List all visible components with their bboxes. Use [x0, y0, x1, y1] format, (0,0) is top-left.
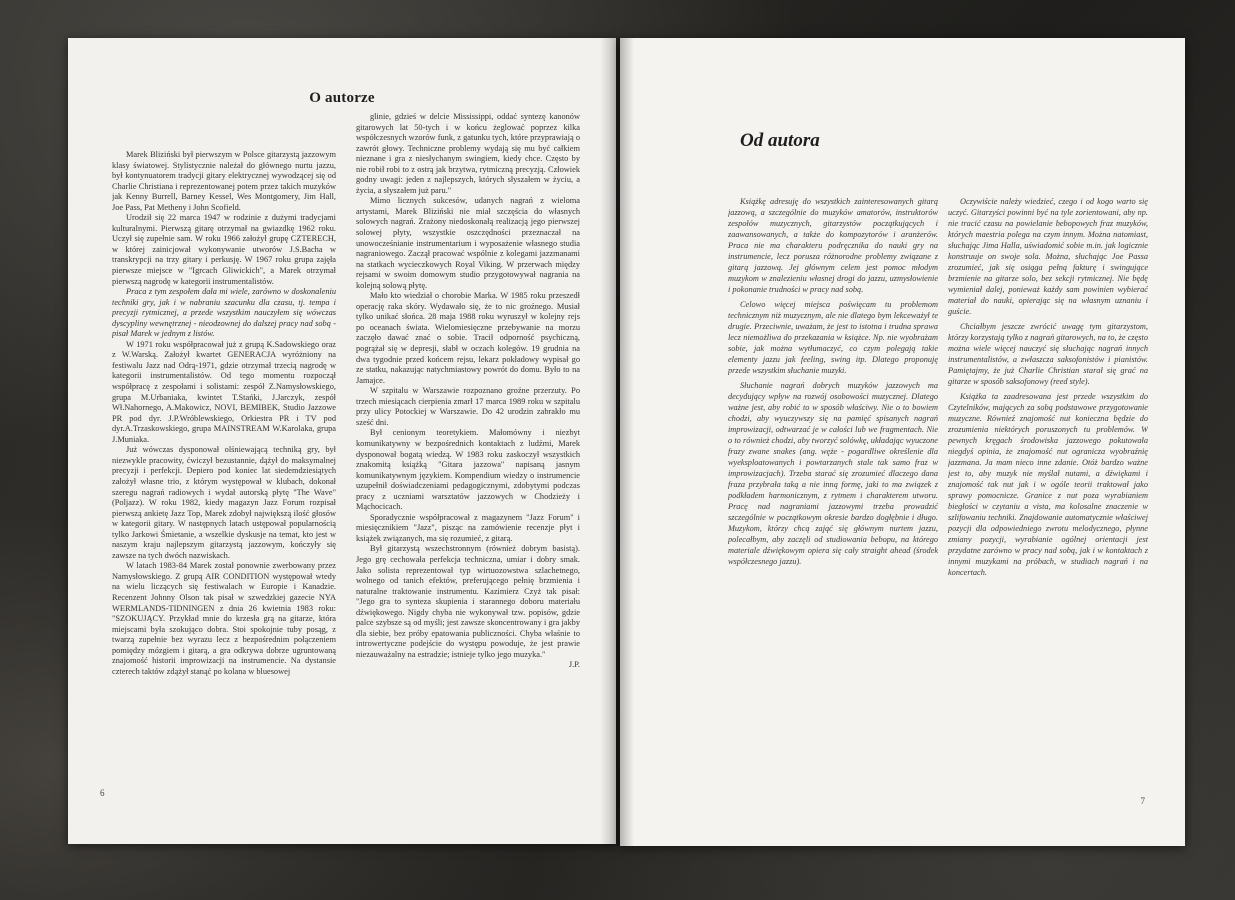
left-page — [68, 38, 616, 844]
paragraph: Chciałbym jeszcze zwrócić uwagę tym gitarzystom, którzy korzystają tylko z nagrań gitarowych, na to, że często można wiele więcej nauczyć się słuchając nagrań innych instrumentalistów, a zwłaszcza saksofonistów i pianistów. Pamiętajmy, że już Charlie Christian starał się grać na gitarze w sposób saksofonowy (reed style). — [948, 322, 1148, 386]
paragraph: W szpitalu w Warszawie rozpoznano groźne przerzuty. Po trzech miesiącach cierpienia zmarł 17 marca 1989 roku w szpitalu przy ulicy Potockiej w Warszawie. Do 42 urodzin zabrakło mu sześć dni. — [356, 386, 580, 427]
page-title-left: O autorze — [309, 90, 375, 106]
paragraph: W 1971 roku współpracował już z grupą K.Sadowskiego oraz z W.Warską. Założył kwartet GENERACJA wyróżniony na festiwalu Jazz nad Odrą-1971, gdzie otrzymał trzecią nagrodę w kategorii instrumentalistów. Od tego momentu rozpoczął współpracę z zespołami i solistami: zespół Z.Namysłowskiego, grupa M.Urbaniaka, kwintet T.Stańki, J.Jarczyk, zespół Wł.Nahornego, A.Makowicz, NOVI, BEMIBEK, Studio Jazzowe PR pod dyr. J.P.Wróblewskiego, Orkiestra PR i TV pod dyr.A.Trzaskowskiego, grupa MAINSTREAM W.Karolaka, grupa J.Muniaka. — [112, 339, 336, 444]
paragraph: Słuchanie nagrań dobrych muzyków jazzowych ma decydujący wpływ na rozwój osobowości muzycznej. Dlatego ważne jest, aby robić to w sposób właściwy. Nie o to bowiem chodzi, aby wyuczywszy się na pamięć spisanych nagrań improwizacji, odtwarzać je w całości lub we fragmentach. Nie o to również chodzi, aby tworzyć solówkę, układając wyuczone frazy zwane snakes (ang. węże - pogardliwe określenie dla wyeksploatowanych i powtarzanych stale tak samo fraz w improwizacjach). Trzeba starać się zrozumieć dlaczego dana fraza przybrała taką a nie inną formę, jaki to ma związek z podkładem harmonicznym, z rytmem i charakterem utworu. Pracę nad nagraniami jazzowymi trzeba prowadzić szczególnie w początkowym okresie bardzo dogłębnie i długo. Muzykom, którzy chcą zająć się głównym nurtem jazzu, polecałbym, aby zaczęli od studiowania bebopu, na którego materiale dźwiękowym opiera się cały straight ahead (środek współczesnego jazzu). — [728, 381, 938, 566]
paragraph: Sporadycznie współpracował z magazynem "Jazz Forum" i miesięcznikiem "Jazz", pisząc na zamówienie recenzje płyt i książek związanych, ma się rozumieć, z gitarą. — [356, 512, 580, 543]
paragraph: Mimo licznych sukcesów, udanych nagrań z wieloma artystami, Marek Bliziński nie miał szczęścia do własnych solowych nagrań. Zrażony niedoskonałą realizacją jego pierwszej solowej płyty, wszystkie oszczędności przeznaczał na unowocześnianie instrumentarium i wyposażenie własnego studia nagraniowego. Zaczął pracować wspólnie z kolegami jazzmanami na statkach wycieczkowych Royal Viking. W przerwach między rejsami w swoim domowym studio przygotowywał nagrania na kolejną solową płytę. — [356, 196, 580, 290]
right-column-2 — [948, 196, 1148, 696]
paragraph: Oczywiście należy wiedzieć, czego i od kogo warto się uczyć. Gitarzyści powinni być na tyle zorientowani, aby np. nie tracić czasu na powielanie bebopowych fraz muzyków, których maestria polega na czym innym. Można natomiast, słuchając Jima Halla, uświadomić sobie m.in. jak logicznie konstruuje on swoje sola. Można, słuchając Joe Passa zrozumieć, jak się osiąga pełną fakturę i swingujące brzmienie na gitarze solo, bez sekcji rytmicznej. Nie będę wymieniał dalej, ponieważ każdy sam powinien wybierać materiał do nauki, opierając się na własnym uznaniu i guście. — [948, 197, 1148, 316]
paragraph: Już wówczas dysponował olśniewającą techniką gry, był niezwykle pracowity, ćwiczył bezustannie, dążył do maksymalnej precyzji i perfekcji. Depiero pod koniec lat siedemdziesiątych założył własne trio, z którym występował w klubach, dokonał szeregu nagrań radiowych i wydał autorską płytę "The Wave" (Poljazz). W roku 1982, kiedy magazyn Jazz Forum rozpisał pierwszą ankietę Jazz Top, Marek zdobył największą ilość głosów w kategorii gitary. W następnych latach ustępował popularnością tylko Jarkowi Śmietanie, a wszelkie dyskusje na temat, kto jest w naszym kraju najlepszym gitarzystą jazzowym, kończyły się zawsze na tych dwóch nazwiskach. — [112, 445, 336, 560]
page-number-right: 7 — [1140, 796, 1145, 806]
paragraph: Celowo więcej miejsca poświęcam tu problemom technicznym niż muzycznym, ale nie dlatego bym lekceważył te drugie. Przeciwnie, uważam, że jest to istotna i trudna sprawa lecz niemożliwa do przekazania w książce. Np. nie wyobrażam sobie, jak można wytłumaczyć, co czym polegają takie elementy jazzu jak feeling, swing itp. Dlatego proponuję przede wszystkim słuchanie muzyki. — [728, 300, 938, 375]
signature: J.P. — [568, 660, 580, 670]
right-page — [620, 38, 1185, 846]
paragraph: glinie, gdzieś w delcie Mississippi, oddać syntezę kanonów gitarowych lat 50-tych i w końcu żeglować poprzez kilka współczesnych wzorów funk, z gatunku tych, które przyprawiają o zawrót głowy. Techniczne problemy wydają się mu być całkiem nieznane i gra z niesłychanym swingiem, kiedy chce. Często by nie robił robi to z ostrą jak brzytwa, rytmiczną precyzją. Człowiek godny uwagi: jeden z najlepszych, których słyszałem w życiu, a życia, a słyszałem już paru." — [356, 112, 580, 195]
left-column-1 — [112, 150, 336, 790]
paragraph: Był gitarzystą wszechstronnym (również dobrym basistą). Jego grę cechowała perfekcja techniczna, umiar i dobry smak. Jako solista reprezentował typ wirtuozowstwa szlachetnego, wolnego od tanich efektów, preferującego pełnię brzmienia i naturalne traktowanie instrumentu. Kazimierz Czyż tak pisał: "Jego gra to synteza skupienia i starannego doboru materiału dźwiękowego. Nigdy chyba nie wykonywał tzw. popisów, gdzie palce szybsze są od myśli; jest zawsze skoncentrowany i gra jakby dla siebie, bez próby epatowania publiczności. Chyba właśnie to introwertyczne podejście do występu powoduje, że jest prawie niezauważalny na estradzie; istnieje tylko jego muzyka." — [356, 544, 580, 659]
paragraph: Książka ta zaadresowana jest przede wszystkim do Czytelników, mających za sobą podstawowe przygotowanie muzyczne. Równieź znajomość nut konieczna będzie do zrozumienia niektórych poruszonych tu problemów. W pewnych kręgach środowiska jazzowego pokutowała niegdyś opinia, że znajomość nut ogranicza wyobraźnię jazzmana. Ja mam nieco inne zdanie. Otóż bardzo ważne jest to, aby muzyk nie myślał nutami, a dźwiękami i znajomość tak nut jak i w ogóle teorii traktował jako sprawy pomocnicze. Granice z nut poza wyrabianiem biegłości w czytaniu a vista, ma kolosalne znaczenie w szlifowaniu techniki. Znajdowanie automatycznie właściwej pozycji dla odpowiedniego zwrotu melodycznego, płynne zmiany pozycji, wyrabianie ogólnej orientacji jest przydatne zarówno w pracy nad sobą, jak i w kontaktach z innymi muzykami na próbach, w studiach nagrań i na koncertach. — [948, 392, 1148, 577]
paragraph: Był cenionym teoretykiem. Małomówny i niezbyt komunikatywny w bezpośrednich kontaktach z ludźmi, Marek dysponował bogatą wiedzą. W 1983 roku zaskoczył wszystkich znakomitą książką "Gitara jazzowa" napisaną jasnym komunikatywnym językiem. Kompendium wiedzy o instrumencie uzupełnił doświadczeniami pedagogicznymi, zdobytymi podczas pracy z uczniami warsztatów jazzowych w Chodzieży i Mąchocicach. — [356, 428, 580, 512]
paragraph-quote: Praca z tym zespołem dała mi wiele, zarówno w doskonaleniu techniki gry, jak i w nabraniu szacunku dla czasu, tj. tempa i precyzji rytmicznej, a przede wszystkim nauczyłem się wówczas dyscypliny wewnętrznej - nieodzownej do dalszej pracy nad sobą - pisał Marek w jednym z listów. — [112, 287, 336, 339]
page-title-right: Od autora — [740, 130, 820, 151]
left-column-2 — [356, 112, 580, 792]
paragraph: Mało kto wiedział o chorobie Marka. W 1985 roku przeszedł operację raka skóry. Wydawało się, że to nic groźnego. Musiał tylko unikać słońca. 28 maja 1988 roku wyruszył w kolejny rejs po oceanach świata. Wielomiesięczne przebywanie na morzu zaczęło dawać znać o sobie. Tracił odporność psychiczną, pogrążał się w depresji, słabł w oczach kolegów. 19 grudnia na dwa tygodnie przed końcem rejsu, lekarz pokładowy wypisał go ze statku, nakazując natychmiastowy powrót do domu. Było to na Jamajce. — [356, 291, 580, 385]
paragraph: W latach 1983-84 Marek został ponownie zwerbowany przez Namysłowskiego. Z grupą AIR CONDITION występował wtedy na wielu liczących się festiwalach w Europie i Kanadzie. Recenzent Johnny Olson tak pisał w szwedzkiej gazecie NYA WERMLANDS-TIDNINGEN z dnia 26 kwietnia 1983 roku: "SZOKUJĄCY. Przykład mnie do krzesła grą na gitarze, która miejscami była szokująco dobra. Stoi spokojnie tuby posąg, z twarzą zupełnie bez wyrazu lecz z bezpośrednim połączeniem pomiędzy mózgiem i gitarą, a gra odkrywa dobrze ugruntowaną znajomość historii improwizacji na instrumencie. Na dystansie czterech taktów zdążył stanąć po kolana w bluesowej — [112, 561, 336, 676]
right-column-1 — [728, 196, 938, 696]
show-through-text — [728, 166, 736, 192]
paragraph: Książkę adresuję do wszystkich zainteresowanych gitarą jazzową, a szczególnie do muzyków amatorów, instruktorów zespołów muzycznych, gitarzystów początkujących i zaawansowanych, a także do kompozytorów i aranżerów. Praca nie ma charakteru podręcznika do nauki gry na instrumencie, lecz porusza różnorodne problemy związane z gitarą jazzową. Jej głównym celem jest pomoc młodym muzykom w znalezieniu własnej drogi do jazzu, uzmysłowienie i pokonanie trudności w pracy nad sobą. — [728, 197, 938, 294]
paragraph: Urodził się 22 marca 1947 w rodzinie z dużymi tradycjami kulturalnymi. Pierwszą gitarę otrzymał na gwiazdkę 1962 roku. Uczył się zupełnie sam. W roku 1966 założył grupę CZTERECH, w której zainicjował wykonywanie utworów J.S.Bacha w transkrypcji na trzy gitary i perkusję. W 1967 roku grupa zajęła pierwsze miejsce w "Igrcach Gliwickich", a Marek otrzymał pierwszą nagrodę w kategorii instrumentalistów. — [112, 213, 336, 286]
page-number-left: 6 — [100, 788, 105, 798]
paragraph: Marek Bliziński był pierwszym w Polsce gitarzystą jazzowym klasy światowej. Stylistycznie należał do głównego nurtu jazzu, był kontynuatorem tradycji gitary elektrycznej wywodzącej się od Charlie Christiana i reprezentowanej potem przez takich muzyków jak Kenny Burrell, Barney Kessel, Wes Montgomery, Jim Hall, Joe Pass, Pat Metheny i John Scofield. — [112, 150, 336, 212]
